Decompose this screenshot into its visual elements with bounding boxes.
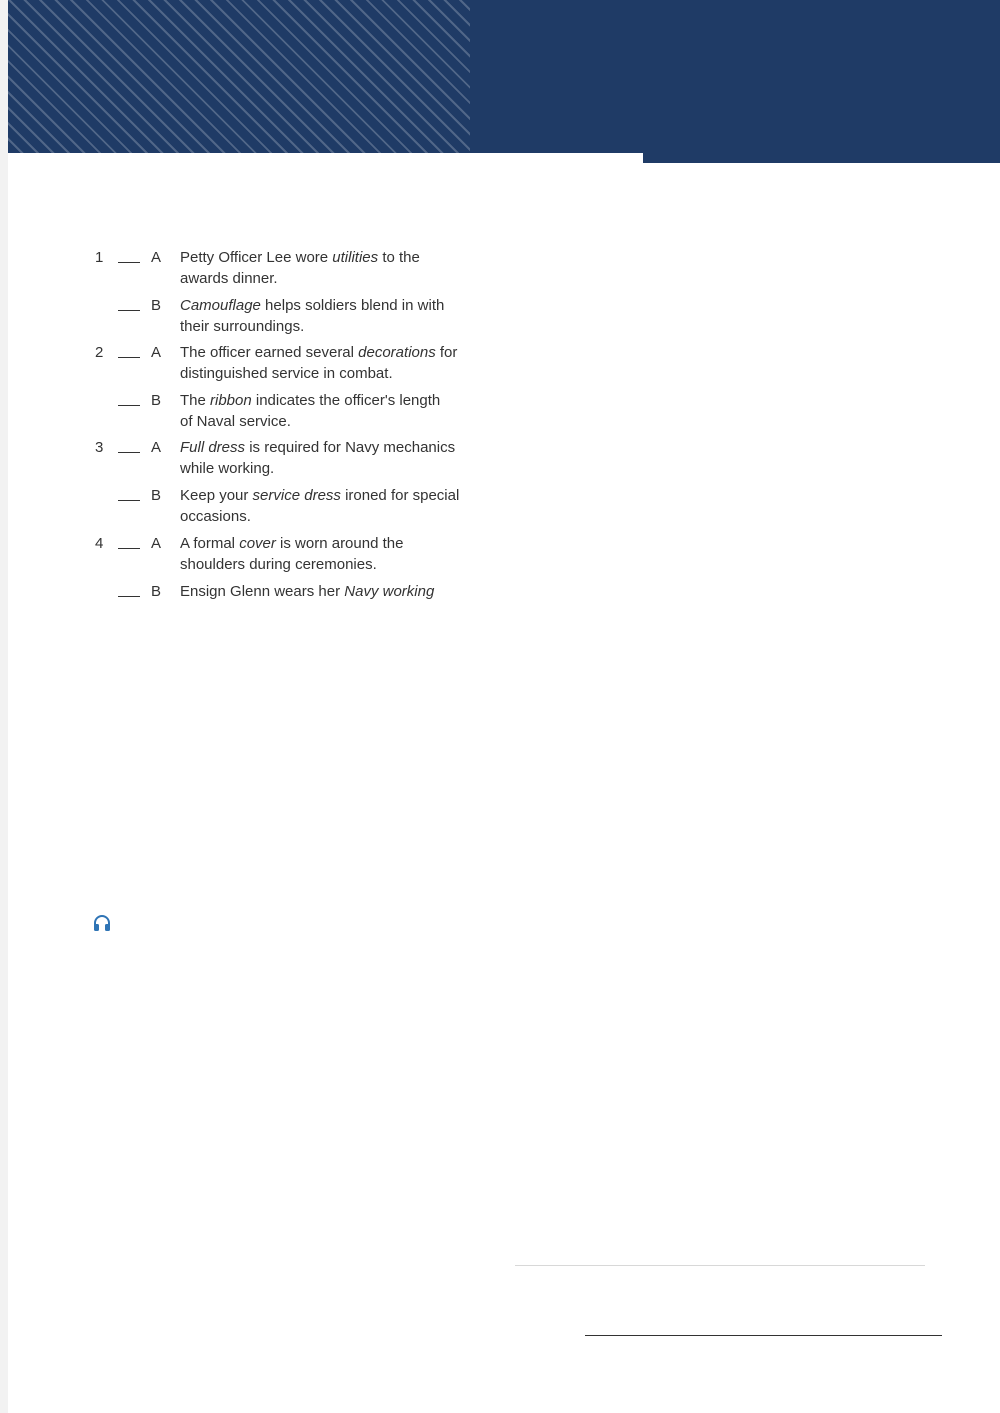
ex3-sentence-a: [180, 437, 455, 458]
ex3-sentence-a-cont: distinguished service in combat.: [180, 365, 393, 382]
column-end-rule: [515, 1265, 925, 1266]
option-letter: B: [151, 487, 162, 504]
ex3-item-number: 3: [95, 439, 104, 456]
ex3-sentence-a: [180, 342, 457, 363]
ex3-sentence-a-cont: while working.: [180, 460, 275, 477]
ex3-sentence-b: [180, 390, 440, 411]
sentence-b-italic: Camouflage: [180, 297, 261, 314]
answer-blank[interactable]: [118, 500, 140, 501]
ex3-sentence-a: [180, 247, 420, 268]
ex3-sentence-b: [180, 581, 434, 602]
logo-square: [710, 1394, 720, 1405]
sentence-a-italic: decorations: [358, 344, 436, 361]
sentence-b-italic: Navy working: [344, 583, 435, 600]
ex3-item-number: 4: [95, 535, 104, 552]
sentence-b-text: indicates the officer's length: [251, 392, 441, 409]
answer-blank[interactable]: [118, 310, 140, 311]
sentence-b-italic: service dress: [252, 487, 341, 504]
ex3-sentence-b: [180, 485, 459, 506]
answer-blank[interactable]: [118, 262, 140, 263]
sentence-a-text: for: [435, 344, 458, 361]
sentence-a-text: Petty Officer Lee wore: [180, 249, 333, 266]
answer-blank[interactable]: [118, 357, 140, 358]
option-letter: A: [151, 535, 162, 552]
ex3-sentence-a-cont: shoulders during ceremonies.: [180, 556, 377, 573]
header-underbar: [643, 151, 1000, 163]
sentence-b-text: helps soldiers blend in with: [260, 297, 445, 314]
ex3-sentence-b-cont: their surroundings.: [180, 318, 305, 335]
ex3-sentence-b-cont: occasions.: [180, 508, 251, 525]
page-edge: [0, 0, 8, 1413]
sentence-a-text: is worn around the: [275, 535, 404, 552]
ex3-item-number: 1: [95, 249, 104, 266]
headphones-icon: [93, 915, 111, 932]
sentence-a-text: is required for Navy mechanics: [245, 439, 456, 456]
liveworksheets-logo-icon: [699, 1382, 721, 1406]
sentence-a-italic: utilities: [332, 249, 379, 266]
sentence-b-italic: ribbon: [210, 392, 252, 409]
ex3-item-number: 2: [95, 344, 104, 361]
ex3-sentence-a-cont: awards dinner.: [180, 270, 278, 287]
answer-blank[interactable]: [118, 596, 140, 597]
logo-letter: [699, 1382, 709, 1393]
option-letter: A: [151, 344, 162, 361]
logo-square: [710, 1382, 720, 1393]
option-letter: B: [151, 392, 162, 409]
sentence-b-text: Ensign Glenn wears her: [180, 583, 345, 600]
sentence-b-text: Keep your: [180, 487, 253, 504]
option-letter: B: [151, 297, 162, 314]
ex3-sentence-b-cont: of Naval service.: [180, 413, 291, 430]
sentence-b-text: ironed for special: [340, 487, 460, 504]
logo-square: [699, 1394, 709, 1405]
option-letter: A: [151, 249, 162, 266]
sentence-a-italic: Full dress: [180, 439, 246, 456]
sentence-b-text: The: [180, 392, 211, 409]
ex3-sentence-a: [180, 533, 403, 554]
sentence-a-italic: cover: [239, 535, 276, 552]
sentence-a-text: A formal: [180, 535, 240, 552]
option-letter: B: [151, 583, 162, 600]
sentence-a-text: The officer earned several: [180, 344, 359, 361]
header-solid-panel: [470, 0, 1000, 153]
ex3-sentence-b: [180, 295, 444, 316]
sentence-a-text: to the: [378, 249, 420, 266]
answer-blank[interactable]: [118, 548, 140, 549]
answer-blank[interactable]: [118, 405, 140, 406]
option-letter: A: [151, 439, 162, 456]
footer-rule: [585, 1335, 942, 1336]
answer-blank[interactable]: [118, 452, 140, 453]
